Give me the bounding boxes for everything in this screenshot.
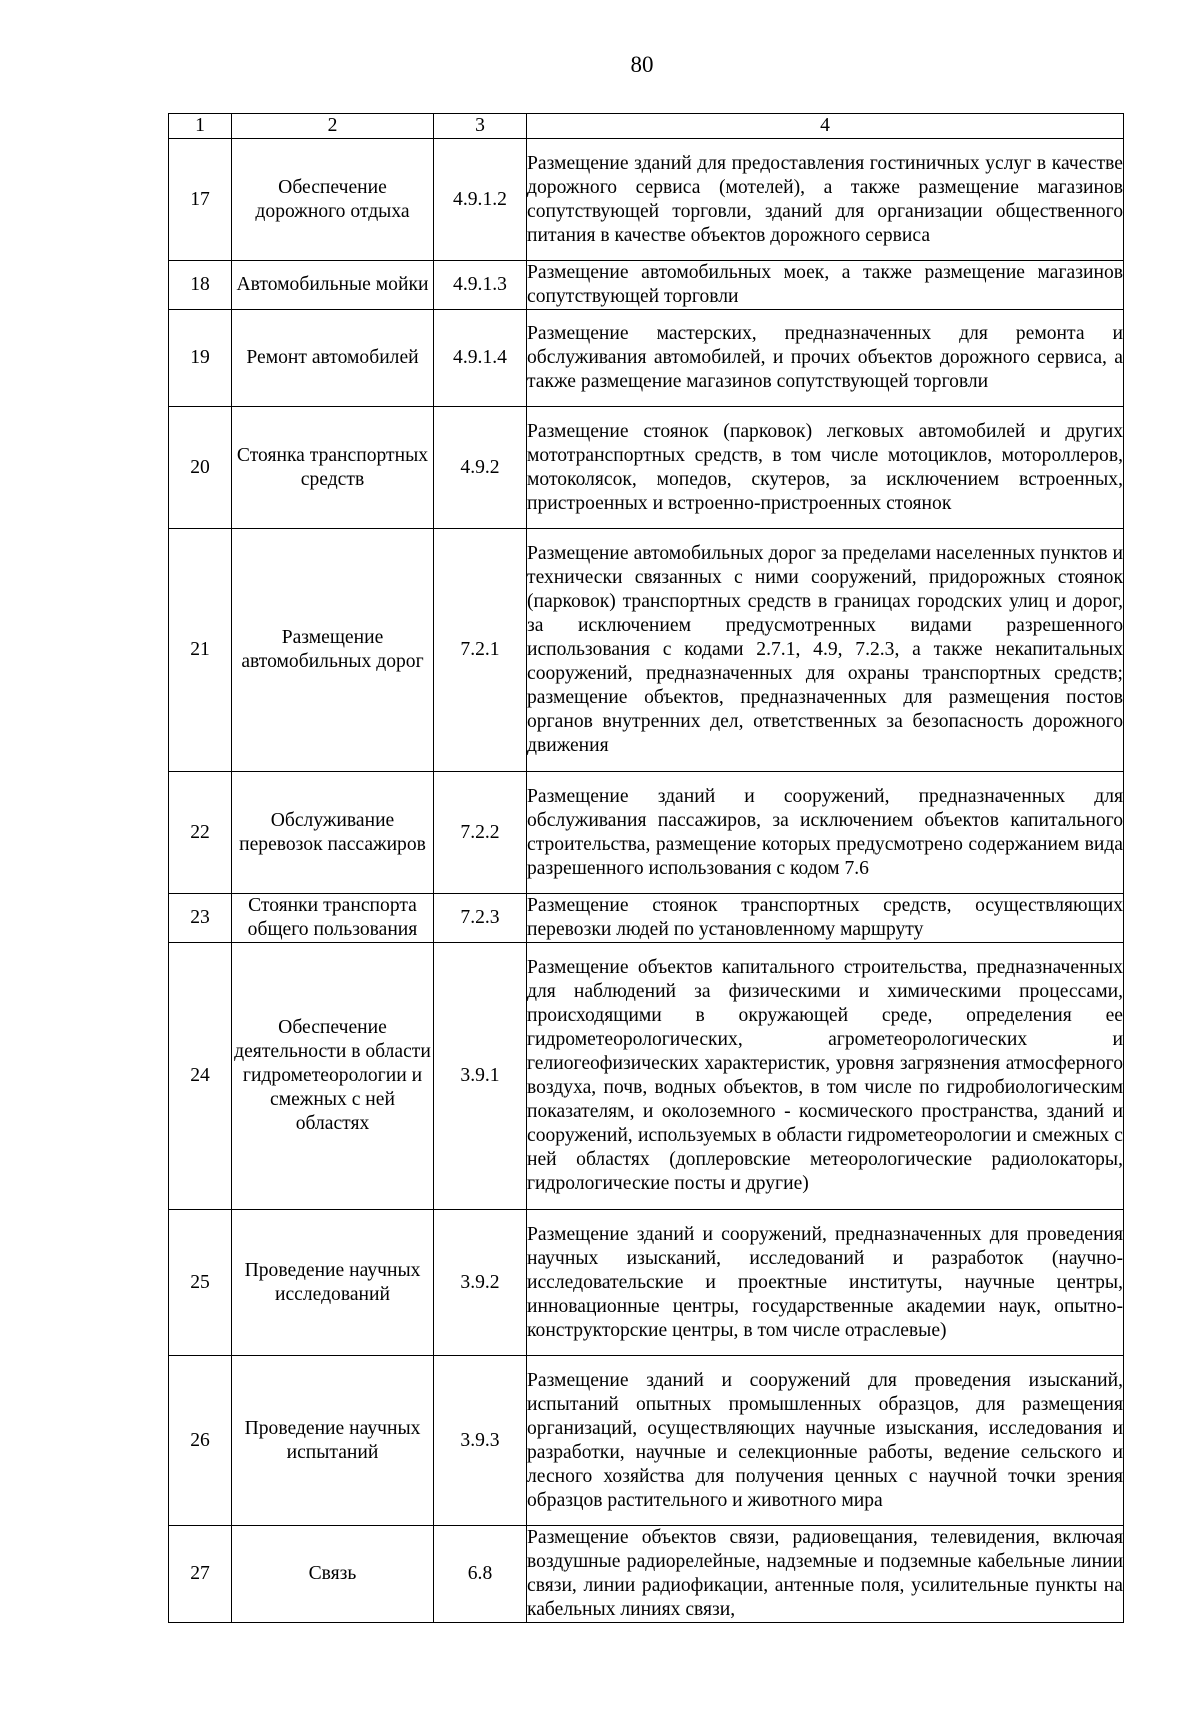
table-row <box>169 310 1124 407</box>
use-type-name: Обеспечение деятельности в области гидрометеорологии и смежных с ней областях <box>232 943 434 1210</box>
row-number: 22 <box>169 772 232 894</box>
use-type-description: Размещение стоянок транспортных средств, осуществляющих перевозки людей по установленному маршруту <box>527 894 1124 943</box>
use-type-description: Размещение зданий и сооружений, предназначенных для обслуживания пассажиров, за исключением объектов капитального строительства, размещение которых предусмотрено содержанием вида разрешенного использования с кодом 7.6 <box>527 772 1124 894</box>
use-type-description: Размещение стоянок (парковок) легковых автомобилей и других мототранспортных средств, в том числе мотоциклов, мотороллеров, мотоколясок, мопедов, скутеров, за исключением встроенных, пристроенных и встроенно-пристроенных стоянок <box>527 407 1124 529</box>
use-type-description: Размещение автомобильных моек, а также размещение магазинов сопутствующей торговли <box>527 261 1124 310</box>
table-row <box>169 407 1124 529</box>
row-number: 25 <box>169 1210 232 1356</box>
use-type-description: Размещение зданий и сооружений, предназначенных для проведения научных изысканий, исследований и разработок (научно-исследовательские и проектные институты, научные центры, инновационные центры, государственные академии наук, опытно-конструкторские центры, в том числе отраслевые) <box>527 1210 1124 1356</box>
use-type-code: 6.8 <box>434 1526 527 1623</box>
use-type-description: Размещение мастерских, предназначенных для ремонта и обслуживания автомобилей, и прочих объектов дорожного сервиса, а также размещение магазинов сопутствующей торговли <box>527 310 1124 407</box>
row-number: 23 <box>169 894 232 943</box>
use-type-name: Связь <box>232 1526 434 1623</box>
table-row <box>169 139 1124 261</box>
row-number: 18 <box>169 261 232 310</box>
table-header-row <box>169 114 1124 139</box>
use-type-code: 3.9.2 <box>434 1210 527 1356</box>
use-type-name: Проведение научных испытаний <box>232 1356 434 1526</box>
use-type-code: 3.9.1 <box>434 943 527 1210</box>
table-row <box>169 1526 1124 1623</box>
use-type-code: 4.9.1.2 <box>434 139 527 261</box>
use-type-name: Обслуживание перевозок пассажиров <box>232 772 434 894</box>
use-type-description: Размещение зданий для предоставления гостиничных услуг в качестве дорожного сервиса (мотелей), а также размещение магазинов сопутствующей торговли, зданий для организации общественного питания в качестве объектов дорожного сервиса <box>527 139 1124 261</box>
use-type-code: 4.9.1.3 <box>434 261 527 310</box>
use-type-code: 7.2.3 <box>434 894 527 943</box>
use-type-name: Проведение научных исследований <box>232 1210 434 1356</box>
row-number: 27 <box>169 1526 232 1623</box>
use-type-name: Стоянка транспортных средств <box>232 407 434 529</box>
row-number: 26 <box>169 1356 232 1526</box>
use-type-name: Размещение автомобильных дорог <box>232 529 434 772</box>
row-number: 21 <box>169 529 232 772</box>
use-type-name: Стоянки транспорта общего пользования <box>232 894 434 943</box>
table-row <box>169 261 1124 310</box>
use-type-description: Размещение объектов капитального строительства, предназначенных для наблюдений за физическими и химическими процессами, происходящими в окружающей среде, определения ее гидрометеорологических, агрометеорологических и гелиогеофизических характеристик, уровня загрязнения атмосферного воздуха, почв, водных объектов, в том числе по гидробиологическим показателям, и околоземного - космического пространства, зданий и сооружений, используемых в области гидрометеорологии и смежных с ней областях (доплеровские метеорологические радиолокаторы, гидрологические посты и другие) <box>527 943 1124 1210</box>
use-type-description: Размещение зданий и сооружений для проведения изысканий, испытаний опытных промышленных образцов, для размещения организаций, осуществляющих научные изыскания, исследования и разработки, научные и селекционные работы, ведение сельского и лесного хозяйства для получения ценных с научной точки зрения образцов растительного и животного мира <box>527 1356 1124 1526</box>
use-type-code: 7.2.1 <box>434 529 527 772</box>
row-number: 19 <box>169 310 232 407</box>
header-cell-4: 4 <box>527 114 1124 139</box>
use-type-name: Обеспечение дорожного отдыха <box>232 139 434 261</box>
use-type-description: Размещение автомобильных дорог за пределами населенных пунктов и технически связанных с ними сооружений, придорожных стоянок (парковок) транспортных средств в границах городских улиц и дорог, за исключением предусмотренных видами разрешенного использования с кодами 2.7.1, 4.9, 7.2.3, а также некапитальных сооружений, предназначенных для охраны транспортных средств; размещение объектов, предназначенных для размещения постов органов внутренних дел, ответственных за безопасность дорожного движения <box>527 529 1124 772</box>
row-number: 20 <box>169 407 232 529</box>
table-row <box>169 772 1124 894</box>
page-number: 80 <box>630 52 654 77</box>
header-cell-2: 2 <box>232 114 434 139</box>
table-row <box>169 529 1124 772</box>
use-type-code: 3.9.3 <box>434 1356 527 1526</box>
land-use-table <box>168 113 1124 1623</box>
row-number: 17 <box>169 139 232 261</box>
use-type-code: 7.2.2 <box>434 772 527 894</box>
table-row <box>169 894 1124 943</box>
table-row <box>169 943 1124 1210</box>
row-number: 24 <box>169 943 232 1210</box>
header-cell-1: 1 <box>169 114 232 139</box>
table-row <box>169 1210 1124 1356</box>
use-type-code: 4.9.1.4 <box>434 310 527 407</box>
use-type-name: Автомобильные мойки <box>232 261 434 310</box>
use-type-name: Ремонт автомобилей <box>232 310 434 407</box>
table-row <box>169 1356 1124 1526</box>
use-type-code: 4.9.2 <box>434 407 527 529</box>
use-type-description: Размещение объектов связи, радиовещания, телевидения, включая воздушные радиорелейные, надземные и подземные кабельные линии связи, линии радиофикации, антенные поля, усилительные пункты на кабельных линиях связи, <box>527 1526 1124 1623</box>
header-cell-3: 3 <box>434 114 527 139</box>
